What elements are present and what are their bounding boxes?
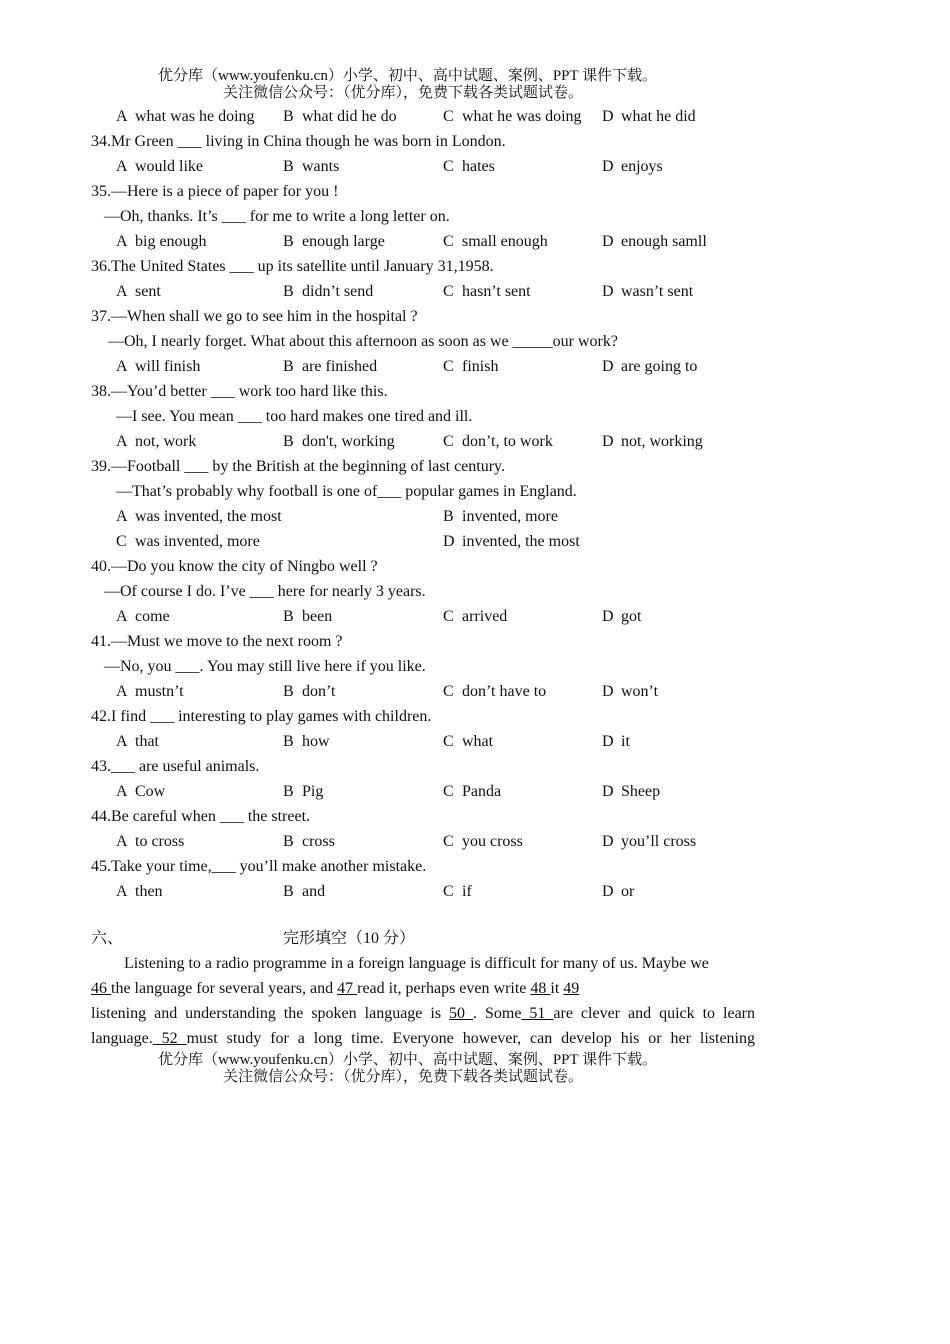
passage-line-3: listening and understanding the spoken language is 50 . Some 51 are clever and quick to learn <box>91 1005 756 1022</box>
option-a: A not, work <box>116 433 197 450</box>
passage-line-4: language. 52 must study for a long time. Everyone however, can develop his or her listening <box>91 1030 755 1047</box>
option-a: A come <box>116 608 170 625</box>
option-b: B been <box>283 608 333 625</box>
question-stem: 45.Take your time,___ you’ll make another mistake. <box>91 858 427 875</box>
option-c: C finish <box>443 358 499 375</box>
option-d: D wasn’t sent <box>602 283 694 300</box>
question-stem: 39.—Football ___ by the British at the beginning of last century. <box>91 458 506 475</box>
option-d: D not, working <box>602 433 703 450</box>
question-stem: 36.The United States ___ up its satellite until January 31,1958. <box>91 258 494 275</box>
option-a: A would like <box>116 158 203 175</box>
option-a: A that <box>116 733 159 750</box>
option-a: A mustn’t <box>116 683 184 700</box>
option-a: A Cow <box>116 783 166 800</box>
option-d: D won’t <box>602 683 659 700</box>
option-c: C hates <box>443 158 495 175</box>
question-stem: 35.—Here is a piece of paper for you ! <box>91 183 339 200</box>
blank-47: 47 <box>337 980 358 997</box>
option-a: A then <box>116 883 163 900</box>
question-stem: 44.Be careful when ___ the street. <box>91 808 311 825</box>
header-line-1: 优分库（www.youfenku.cn）小学、初中、高中试题、案例、PPT 课件下载。 <box>158 68 658 84</box>
option-b: B don’t <box>283 683 336 700</box>
blank-51: 51 <box>521 1005 554 1022</box>
option-d: D what he did <box>602 108 696 125</box>
option-c: C Panda <box>443 783 502 800</box>
question-stem: 42.I find ___ interesting to play games with children. <box>91 708 432 725</box>
header-line-2: 关注微信公众号：（优分库），免费下载各类试题试卷。 <box>223 85 584 101</box>
option-a: A big enough <box>116 233 207 250</box>
section-title: 完形填空（10 分） <box>283 930 416 947</box>
option-a: A sent <box>116 283 161 300</box>
question-stem-reply: —I see. You mean ___ too hard makes one tired and ill. <box>116 408 473 425</box>
footer-line-2: 关注微信公众号：（优分库），免费下载各类试题试卷。 <box>223 1069 584 1085</box>
question-stem: 41.—Must we move to the next room ? <box>91 633 343 650</box>
option-b: B and <box>283 883 326 900</box>
blank-50: 50 <box>449 1005 474 1022</box>
option-c: C don’t, to work <box>443 433 553 450</box>
option-d: D or <box>602 883 635 900</box>
section-number: 六、 <box>91 930 124 947</box>
option-d: D enough samll <box>602 233 707 250</box>
option-b: B don't, working <box>283 433 395 450</box>
question-stem: 40.—Do you know the city of Ningbo well ? <box>91 558 378 575</box>
option-d: D invented, the most <box>443 533 580 550</box>
option-a: A was invented, the most <box>116 508 282 525</box>
option-c: C small enough <box>443 233 548 250</box>
question-stem: 38.—You’d better ___ work too hard like this. <box>91 383 388 400</box>
question-stem: 34.Mr Green ___ living in China though he was born in London. <box>91 133 506 150</box>
cloze-passage <box>91 951 755 1051</box>
option-b: B cross <box>283 833 335 850</box>
option-c: C you cross <box>443 833 523 850</box>
passage-line-2: 46 the language for several years, and 47 read it, perhaps even write 48 it 49 <box>91 980 580 997</box>
question-stem-reply: —Of course I do. I’ve ___ here for nearly 3 years. <box>104 583 426 600</box>
option-c: C if <box>443 883 472 900</box>
option-b: B enough large <box>283 233 385 250</box>
blank-46: 46 <box>91 980 111 997</box>
option-d: D got <box>602 608 642 625</box>
option-b: B didn’t send <box>283 283 374 300</box>
passage-line-1: Listening to a radio programme in a foreign language is difficult for many of us. Maybe we <box>124 955 709 972</box>
option-b: B invented, more <box>443 508 558 525</box>
option-d: D you’ll cross <box>602 833 697 850</box>
question-stem-reply: —No, you ___. You may still live here if you like. <box>104 658 426 675</box>
option-a: A what was he doing <box>116 108 255 125</box>
option-d: D enjoys <box>602 158 663 175</box>
option-a: A to cross <box>116 833 185 850</box>
option-c: C arrived <box>443 608 508 625</box>
option-c: C don’t have to <box>443 683 547 700</box>
option-b: B what did he do <box>283 108 397 125</box>
option-d: D are going to <box>602 358 698 375</box>
option-d: D it <box>602 733 630 750</box>
question-stem-reply: —That’s probably why football is one of___ popular games in England. <box>116 483 577 500</box>
option-b: B Pig <box>283 783 324 800</box>
option-b: B how <box>283 733 330 750</box>
question-stem: 37.—When shall we go to see him in the hospital ? <box>91 308 418 325</box>
question-stem-reply: —Oh, I nearly forget. What about this afternoon as soon as we _____our work? <box>108 333 618 350</box>
option-c: C what he was doing <box>443 108 582 125</box>
option-c: C was invented, more <box>116 533 260 550</box>
blank-49: 49 <box>563 980 580 997</box>
option-a: A will finish <box>116 358 201 375</box>
option-d: D Sheep <box>602 783 661 800</box>
blank-52: 52 <box>152 1030 187 1047</box>
question-stem: 43.___ are useful animals. <box>91 758 260 775</box>
blank-48: 48 <box>530 980 551 997</box>
option-b: B wants <box>283 158 340 175</box>
question-stem-reply: —Oh, thanks. It’s ___ for me to write a long letter on. <box>104 208 450 225</box>
footer-line-1: 优分库（www.youfenku.cn）小学、初中、高中试题、案例、PPT 课件下载。 <box>158 1052 658 1068</box>
option-c: C what <box>443 733 494 750</box>
option-c: C hasn’t sent <box>443 283 531 300</box>
option-b: B are finished <box>283 358 378 375</box>
